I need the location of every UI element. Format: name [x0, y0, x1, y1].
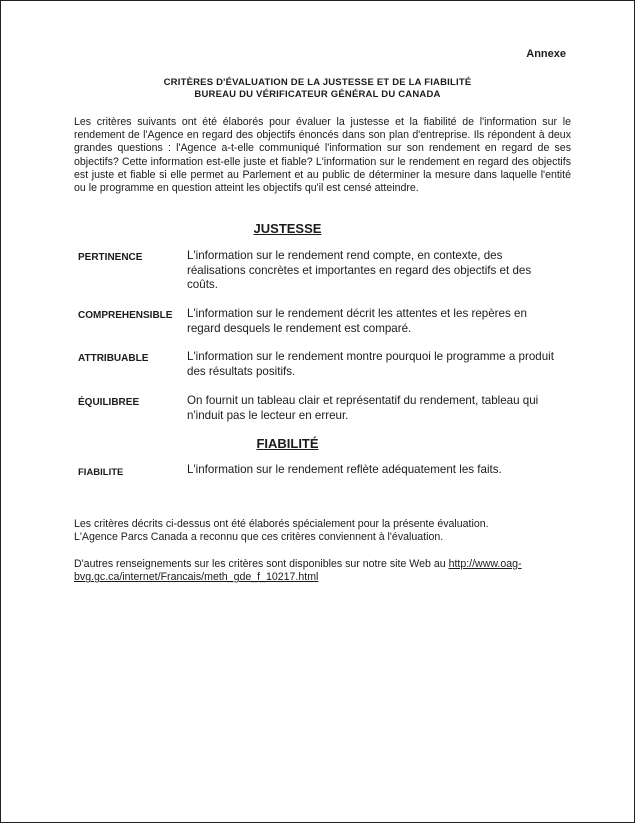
footer-url-link[interactable]: http://www.oag-bvg.gc.ca/internet/Francais/meth_gde_f_10217.html — [74, 558, 522, 584]
criterion-definition-pertinence: L'information sur le rendement rend compte, en contexte, des réalisations concrètes et importantes en regard des objectifs et des coûts. — [187, 249, 532, 291]
document-subtitle: BUREAU DU VÉRIFICATEUR GÉNÉRAL DU CANADA — [194, 89, 441, 100]
criterion-definition-equilibree: On fournit un tableau clair et représentatif du rendement, tableau qui n'induit pas le lecteur en erreur. — [187, 394, 539, 422]
criterion-definition-comprehensible: L'information sur le rendement décrit les attentes et les repères en regard desquels le rendement est comparé. — [187, 307, 527, 335]
criterion-term-comprehensible: COMPREHENSIBLE — [78, 310, 173, 321]
section-title-justesse: JUSTESSE — [253, 221, 322, 236]
criterion-definition-fiabilite: L'information sur le rendement reflète adéquatement les faits. — [187, 463, 502, 476]
criterion-term-attribuable: ATTRIBUABLE — [78, 353, 149, 364]
footer-info-text: D'autres renseignements sur les critères sont disponibles sur notre site Web au — [74, 558, 449, 570]
criterion-term-pertinence: PERTINENCE — [78, 252, 143, 263]
section-title-fiabilite: FIABILITÉ — [256, 436, 319, 451]
footer-line-2: L'Agence Parcs Canada a reconnu que ces critères conviennent à l'évaluation. — [74, 531, 444, 543]
criterion-term-fiabilite: FIABILITE — [78, 467, 124, 478]
criterion-term-equilibree: ÉQUILIBREE — [78, 397, 140, 408]
criterion-definition-attribuable: L'information sur le rendement montre pourquoi le programme a produit des résultats positifs. — [187, 350, 554, 378]
annex-label: Annexe — [526, 48, 566, 60]
document-title: CRITÈRES D'ÉVALUATION DE LA JUSTESSE ET DE LA FIABILITÉ — [163, 77, 472, 88]
intro-paragraph: Les critères suivants ont été élaborés pour évaluer la justesse et la fiabilité de l'information sur le rendement de l'Agence en regard des objectifs énoncés dans son plan d'entreprise. Ils répondent à deux grandes questions : l'Agence a-t-elle communiqué l'information sur son rendement en regard de ses objectifs? Cette information est-elle juste et fiable? L'information sur le rendement en regard des objectifs est juste et fiable si elle permet au Parlement et au public de déterminer la mesure dans laquelle l'entité ou le programme en question atteint les objectifs qu'il est censé atteindre. — [74, 116, 571, 195]
footer-info — [74, 558, 571, 584]
footer-line-1: Les critères décrits ci-dessus ont été élaborés spécialement pour la présente évaluation. — [74, 518, 489, 530]
